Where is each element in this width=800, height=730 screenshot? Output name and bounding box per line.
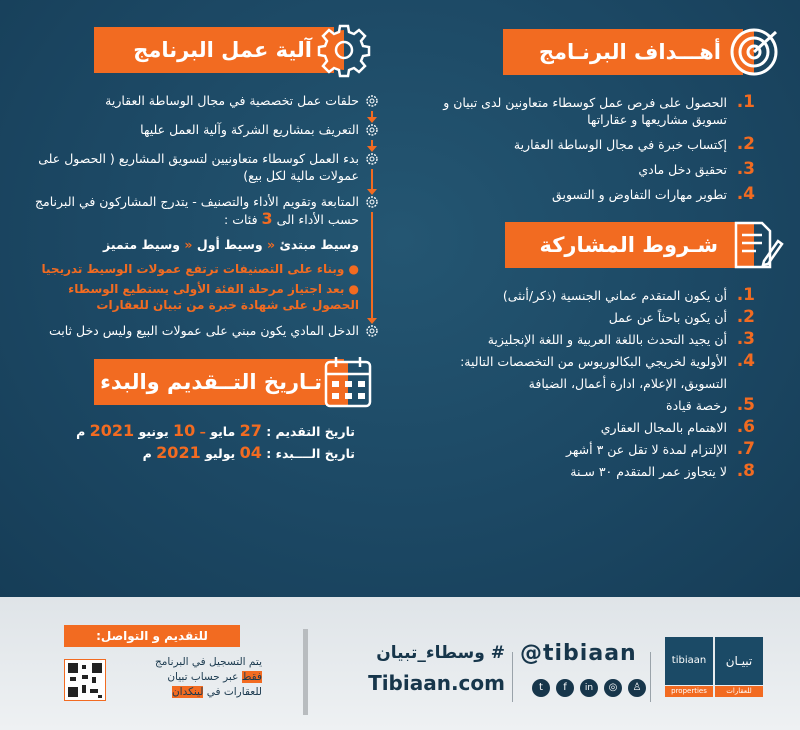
goal-num: 4. <box>736 184 755 204</box>
step-arrow <box>371 212 373 322</box>
condition-num: 4. <box>736 351 755 371</box>
start-day: 04 <box>239 443 262 462</box>
condition-num: 2. <box>736 307 755 327</box>
goal-item <box>420 94 755 128</box>
contact-text <box>112 655 262 700</box>
contact-line2: عبر حساب تبيان <box>167 671 239 683</box>
condition-text-wrap <box>410 353 727 392</box>
condition-item <box>410 419 755 436</box>
contact-line3: للعقارات في <box>206 686 262 698</box>
condition-item <box>410 353 755 392</box>
step-gear-icon <box>365 152 379 166</box>
step-text: المتابعة وتقويم الأداء والتصنيف - يتدرج المشاركون في البرنامج حسب الأداء الى <box>34 194 359 227</box>
condition-num: 5. <box>736 395 755 415</box>
logo-sub-en: properties <box>665 686 713 697</box>
social-handle[interactable]: @tibiaan <box>520 641 637 666</box>
apply-label: تاريخ التقديم : <box>266 424 355 439</box>
mechanism-step-row <box>25 322 385 348</box>
categories-suffix: فئات : <box>224 212 258 227</box>
snapchat-icon[interactable]: ♙ <box>628 679 646 697</box>
level-distinguished: وسيط متميز <box>103 237 181 252</box>
categories-count: 3 <box>261 209 273 228</box>
mechanism-step-row <box>25 193 385 322</box>
goal-item <box>420 186 755 203</box>
logo-ar: تبيـان <box>715 637 763 685</box>
conditions-header-wrap <box>400 217 790 273</box>
conditions-list <box>410 287 755 485</box>
start-year: 2021 <box>156 443 201 462</box>
step-gear-icon <box>365 195 379 209</box>
step-gutter <box>359 92 385 121</box>
condition-num: 3. <box>736 329 755 349</box>
footer <box>0 597 800 730</box>
mechanism-step-row <box>25 121 385 150</box>
goal-num: 1. <box>736 92 755 112</box>
apply-from-month: مايو <box>210 424 236 439</box>
gear-icon <box>316 22 372 78</box>
start-suffix: م <box>142 446 152 461</box>
double-chevron-icon: « <box>267 237 276 252</box>
contact-highlight-only: فقط <box>241 671 262 683</box>
goal-text: تحقيق دخل مادي <box>638 162 727 177</box>
step-gear-icon <box>365 123 379 137</box>
start-label: تاريخ الــــبدء : <box>266 446 355 461</box>
condition-item <box>410 331 755 348</box>
level-first: وسيط أول <box>196 237 263 252</box>
dates-block <box>25 420 355 464</box>
step-gutter <box>359 193 385 322</box>
condition-item <box>410 397 755 414</box>
footer-divider <box>650 652 651 702</box>
apply-year: 2021 <box>89 421 135 440</box>
mechanism-note: ● بعد اجتياز مرحلة الفئة الأولى يستطيع الوسطاء الحصول على شهادة خبرة من تبيان للعقارات <box>68 282 359 312</box>
dates-header <box>94 359 344 405</box>
contact-highlight-linkedin: لينكدان <box>171 686 204 698</box>
condition-text: أن يكون المتقدم عماني الجنسية (ذكر/أنثى) <box>502 288 727 303</box>
company-logo <box>665 637 763 699</box>
goal-text: الحصول على فرص عمل كوسطاء متعاونين لدى تبيان و تسويق مشاريعها و عقاراتها <box>443 95 727 127</box>
goal-text: تطوير مهارات التفاوض و التسويق <box>552 187 727 202</box>
condition-item <box>410 463 755 480</box>
condition-subtext: التسويق، الإعلام، ادارة أعمال، الضيافة <box>528 376 727 391</box>
logo-en: tibiaan <box>665 637 713 685</box>
website-link[interactable]: Tibiaan.com <box>368 671 505 695</box>
mechanism-step: التعريف بمشاريع الشركة وآلية العمل عليها <box>140 122 359 137</box>
condition-num: 6. <box>736 417 755 437</box>
condition-item <box>410 287 755 304</box>
apply-date-row <box>25 420 355 442</box>
conditions-header <box>505 222 740 268</box>
goals-header <box>503 29 743 75</box>
calendar-icon <box>322 354 378 410</box>
qr-code-icon <box>64 659 106 701</box>
instagram-icon[interactable]: ◎ <box>604 679 622 697</box>
document-pen-icon <box>728 217 784 273</box>
goals-title: أهـــداف البرنـامج <box>538 40 721 64</box>
goal-item <box>420 161 755 178</box>
note-text: وبناء على التصنيفات ترتفع عمولات الوسيط تدريجيا <box>41 262 345 276</box>
condition-num: 8. <box>736 461 755 481</box>
target-icon <box>728 24 784 80</box>
mechanism-header <box>94 27 334 73</box>
facebook-icon[interactable]: f <box>556 679 574 697</box>
step-gutter <box>359 121 385 150</box>
mechanism-step: الدخل المادي يكون مبني على عمولات البيع وليس دخل ثابت <box>48 323 359 338</box>
condition-num: 1. <box>736 285 755 305</box>
levels-row <box>25 236 359 253</box>
dates-header-wrap <box>25 354 385 410</box>
right-column <box>400 24 790 594</box>
start-month: يوليو <box>205 446 236 461</box>
goal-text: إكتساب خبرة في مجال الوساطة العقارية <box>513 137 727 152</box>
condition-text: أن يجيد التحدث باللغة العربية و اللغة الإنجليزية <box>487 332 727 347</box>
double-chevron-icon: « <box>184 237 193 252</box>
goals-header-wrap <box>400 24 790 80</box>
note-text: بعد اجتياز مرحلة الفئة الأولى يستطيع الوسطاء الحصول على شهادة خبرة من تبيان للعقارات <box>68 282 359 312</box>
mechanism-step <box>25 193 359 228</box>
logo-sub-ar: للعقارات <box>715 686 763 697</box>
contact-title: للتقديم و التواصل: <box>64 625 240 647</box>
left-column <box>25 22 385 594</box>
social-icons <box>532 679 646 697</box>
goal-num: 2. <box>736 134 755 154</box>
condition-num: 7. <box>736 439 755 459</box>
step-gutter <box>359 322 385 348</box>
contact-line1: يتم التسجيل في البرنامج <box>154 656 262 668</box>
footer-divider <box>303 629 308 715</box>
apply-to-day: 10 <box>173 421 196 440</box>
dates-title: تـاريخ التــقديم والبدء <box>100 370 322 394</box>
conditions-title: شـروط المشاركة <box>539 233 718 257</box>
condition-text: أن يكون باحثاً عن عمل <box>608 310 727 325</box>
hashtag: # وسطاء_تبيان <box>376 643 505 663</box>
date-dash: – <box>199 424 206 439</box>
condition-text: لا يتجاوز عمر المتقدم ٣٠ سـنة <box>570 464 727 479</box>
level-beginner: وسيط مبتدئ <box>279 237 359 252</box>
condition-text: الإلتزام لمدة لا تقل عن ٣ أشهر <box>566 442 727 457</box>
condition-text: الاهتمام بالمجال العقاري <box>600 420 727 435</box>
step-gutter <box>359 150 385 193</box>
twitter-icon[interactable]: t <box>532 679 550 697</box>
goals-list <box>420 94 755 211</box>
mechanism-step-row <box>25 150 385 193</box>
condition-item <box>410 441 755 458</box>
step-arrow <box>371 111 373 121</box>
step-gear-icon <box>365 94 379 108</box>
mechanism-title: آلية عمل البرنامج <box>133 38 312 62</box>
linkedin-icon[interactable]: in <box>580 679 598 697</box>
footer-divider <box>512 652 513 702</box>
mechanism-step: بدء العمل كوسطاء متعاونيين لتسويق المشاريع ( الحصول على عمولات مالية لكل بيع) <box>38 151 359 183</box>
step-arrow <box>371 169 373 193</box>
condition-text: الأولوية لخريجي البكالوريوس من التخصصات التالية: <box>460 354 727 369</box>
step-arrow <box>371 140 373 150</box>
apply-from-day: 27 <box>239 421 262 440</box>
start-date-row <box>25 442 355 464</box>
apply-suffix: م <box>76 424 86 439</box>
apply-to-month: يونيو <box>138 424 169 439</box>
condition-item <box>410 309 755 326</box>
mechanism-note: ● وبناء على التصنيفات ترتفع عمولات الوسيط تدريجيا <box>41 262 359 276</box>
goal-item <box>420 136 755 153</box>
mechanism-step-row <box>25 92 385 121</box>
goal-num: 3. <box>736 159 755 179</box>
mechanism-step-block <box>25 193 359 322</box>
mechanism-steps <box>25 92 385 348</box>
mechanism-step: حلقات عمل تخصصية في مجال الوساطة العقارية <box>105 93 359 108</box>
condition-text: رخصة قيادة <box>666 398 727 413</box>
mechanism-header-wrap <box>25 22 385 78</box>
step-gear-icon <box>365 324 379 338</box>
